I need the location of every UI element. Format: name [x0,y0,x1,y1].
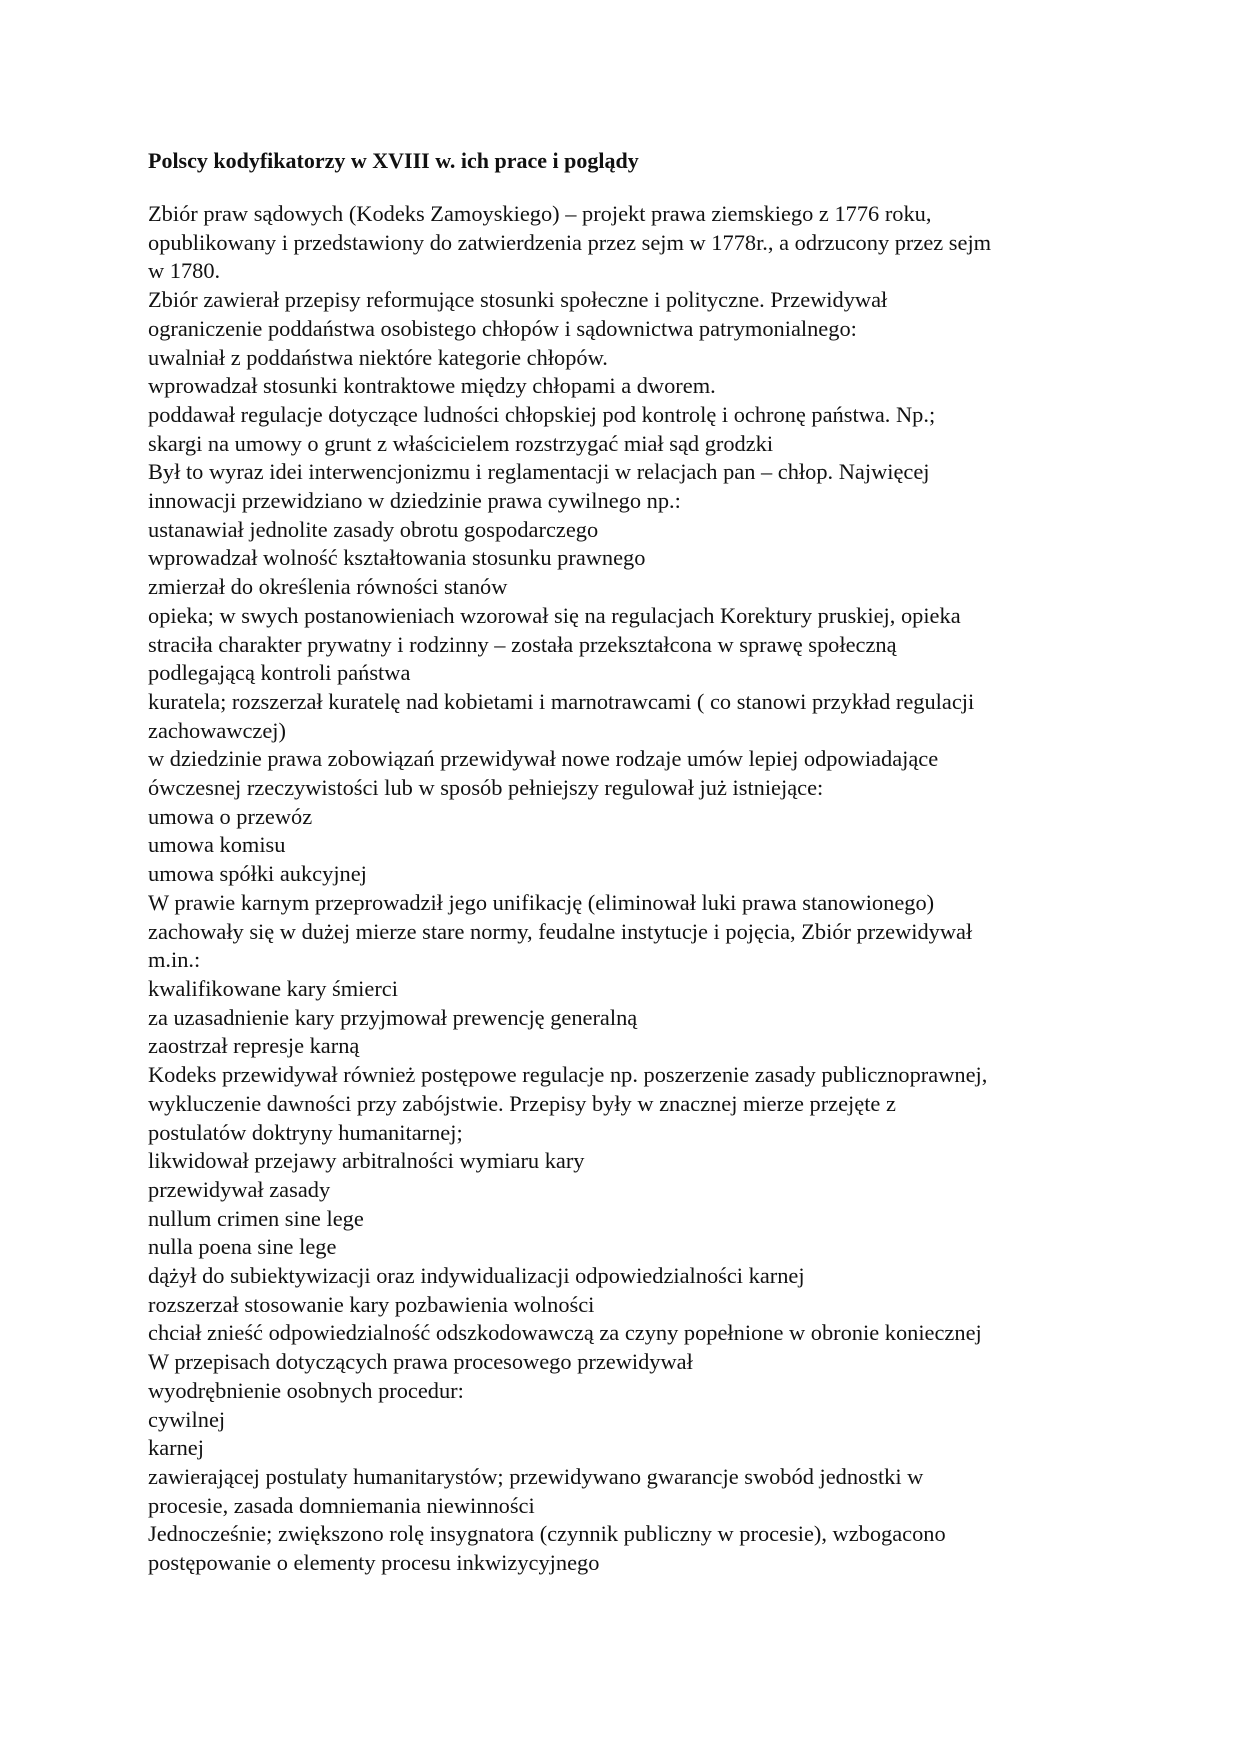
text-line: dążył do subiektywizacji oraz indywidualizacji odpowiedzialności karnej [148,1263,805,1289]
text-line: poddawał regulacje dotyczące ludności chłopskiej pod kontrolę i ochronę państwa. Np.; [148,401,936,427]
document-title: Polscy kodyfikatorzy w XVIII w. ich prace i poglądy [148,148,639,173]
text-line: rozszerzał stosowanie kary pozbawienia wolności [148,1291,595,1317]
text-line: karnej [148,1435,204,1461]
text-line: m.in.: [148,947,201,973]
text-line: opieka; w swych postanowieniach wzorował się na regulacjach Korektury pruskiej, opieka [148,602,961,628]
text-line: likwidował przejawy arbitralności wymiaru kary [148,1148,585,1174]
text-line: w 1780. [148,258,221,284]
text-line: uwalniał z poddaństwa niektóre kategorie chłopów. [148,344,608,370]
text-line: Zbiór praw sądowych (Kodeks Zamoyskiego) – projekt prawa ziemskiego z 1776 roku, [148,201,932,226]
document-body [148,146,1098,1578]
text-line: Zbiór zawierał przepisy reformujące stosunki społeczne i polityczne. Przewidywał [148,287,888,313]
text-line: kwalifikowane kary śmierci [148,975,398,1001]
text-line: Kodeks przewidywał również postępowe regulacje np. poszerzenie zasady publicznoprawnej, [148,1062,988,1088]
text-line: Jednocześnie; zwiększono rolę insygnatora (czynnik publiczny w procesie), wzbogacono [148,1521,946,1547]
text-line: zaostrzał represje karną [148,1033,360,1059]
text-line: zachowawczej) [148,717,286,743]
document-text [148,200,1098,1578]
text-line: innowacji przewidziano w dziedzinie prawa cywilnego np.: [148,488,681,514]
text-line: postulatów doktryny humanitarnej; [148,1119,463,1145]
text-line: wprowadzał stosunki kontraktowe między chłopami a dworem. [148,373,716,399]
text-line: zmierzał do określenia równości stanów [148,574,508,600]
text-line: procesie, zasada domniemania niewinności [148,1492,535,1518]
text-line: chciał znieść odpowiedzialność odszkodowawczą za czyny popełnione w obronie koniecznej [148,1320,982,1346]
text-line: straciła charakter prywatny i rodzinny – została przekształcona w sprawę społeczną [148,631,897,657]
text-line: umowa o przewóz [148,803,313,829]
text-line: wykluczenie dawności przy zabójstwie. Przepisy były w znacznej mierze przejęte z [148,1090,896,1116]
text-line: zawierającej postulaty humanitarystów; przewidywano gwarancje swobód jednostki w [148,1463,924,1489]
text-line: ówczesnej rzeczywistości lub w sposób pełniejszy regulował już istniejące: [148,775,824,801]
text-line: zachowały się w dużej mierze stare normy, feudalne instytucje i pojęcia, Zbiór przewidywał [148,918,973,944]
text-line: nullum crimen sine lege [148,1205,364,1231]
text-line: Był to wyraz idei interwencjonizmu i reglamentacji w relacjach pan – chłop. Najwięcej [148,459,930,485]
text-line: skargi na umowy o grunt z właścicielem rozstrzygać miał sąd grodzki [148,430,774,456]
text-line: umowa spółki aukcyjnej [148,861,367,887]
text-line: nulla poena sine lege [148,1234,337,1260]
text-line: ograniczenie poddaństwa osobistego chłopów i sądownictwa patrymonialnego: [148,315,857,341]
text-line: podlegającą kontroli państwa [148,660,411,686]
text-line: postępowanie o elementy procesu inkwizycyjnego [148,1550,600,1576]
text-line: cywilnej [148,1406,226,1432]
text-line: ustanawiał jednolite zasady obrotu gospodarczego [148,516,599,542]
text-line: wyodrębnienie osobnych procedur: [148,1377,464,1403]
text-line: W prawie karnym przeprowadził jego unifikację (eliminował luki prawa stanowionego) [148,889,935,915]
text-line: opublikowany i przedstawiony do zatwierdzenia przez sejm w 1778r., a odrzucony przez sejm [148,229,992,255]
text-line: wprowadzał wolność kształtowania stosunku prawnego [148,545,646,571]
text-line: w dziedzinie prawa zobowiązań przewidywał nowe rodzaje umów lepiej odpowiadające [148,746,939,772]
text-line: umowa komisu [148,832,286,858]
text-line: kuratela; rozszerzał kuratelę nad kobietami i marnotrawcami ( co stanowi przykład regulacji [148,688,975,714]
text-line: przewidywał zasady [148,1176,331,1202]
text-line: za uzasadnienie kary przyjmował prewencję generalną [148,1004,638,1030]
text-line: W przepisach dotyczących prawa procesowego przewidywał [148,1349,693,1375]
